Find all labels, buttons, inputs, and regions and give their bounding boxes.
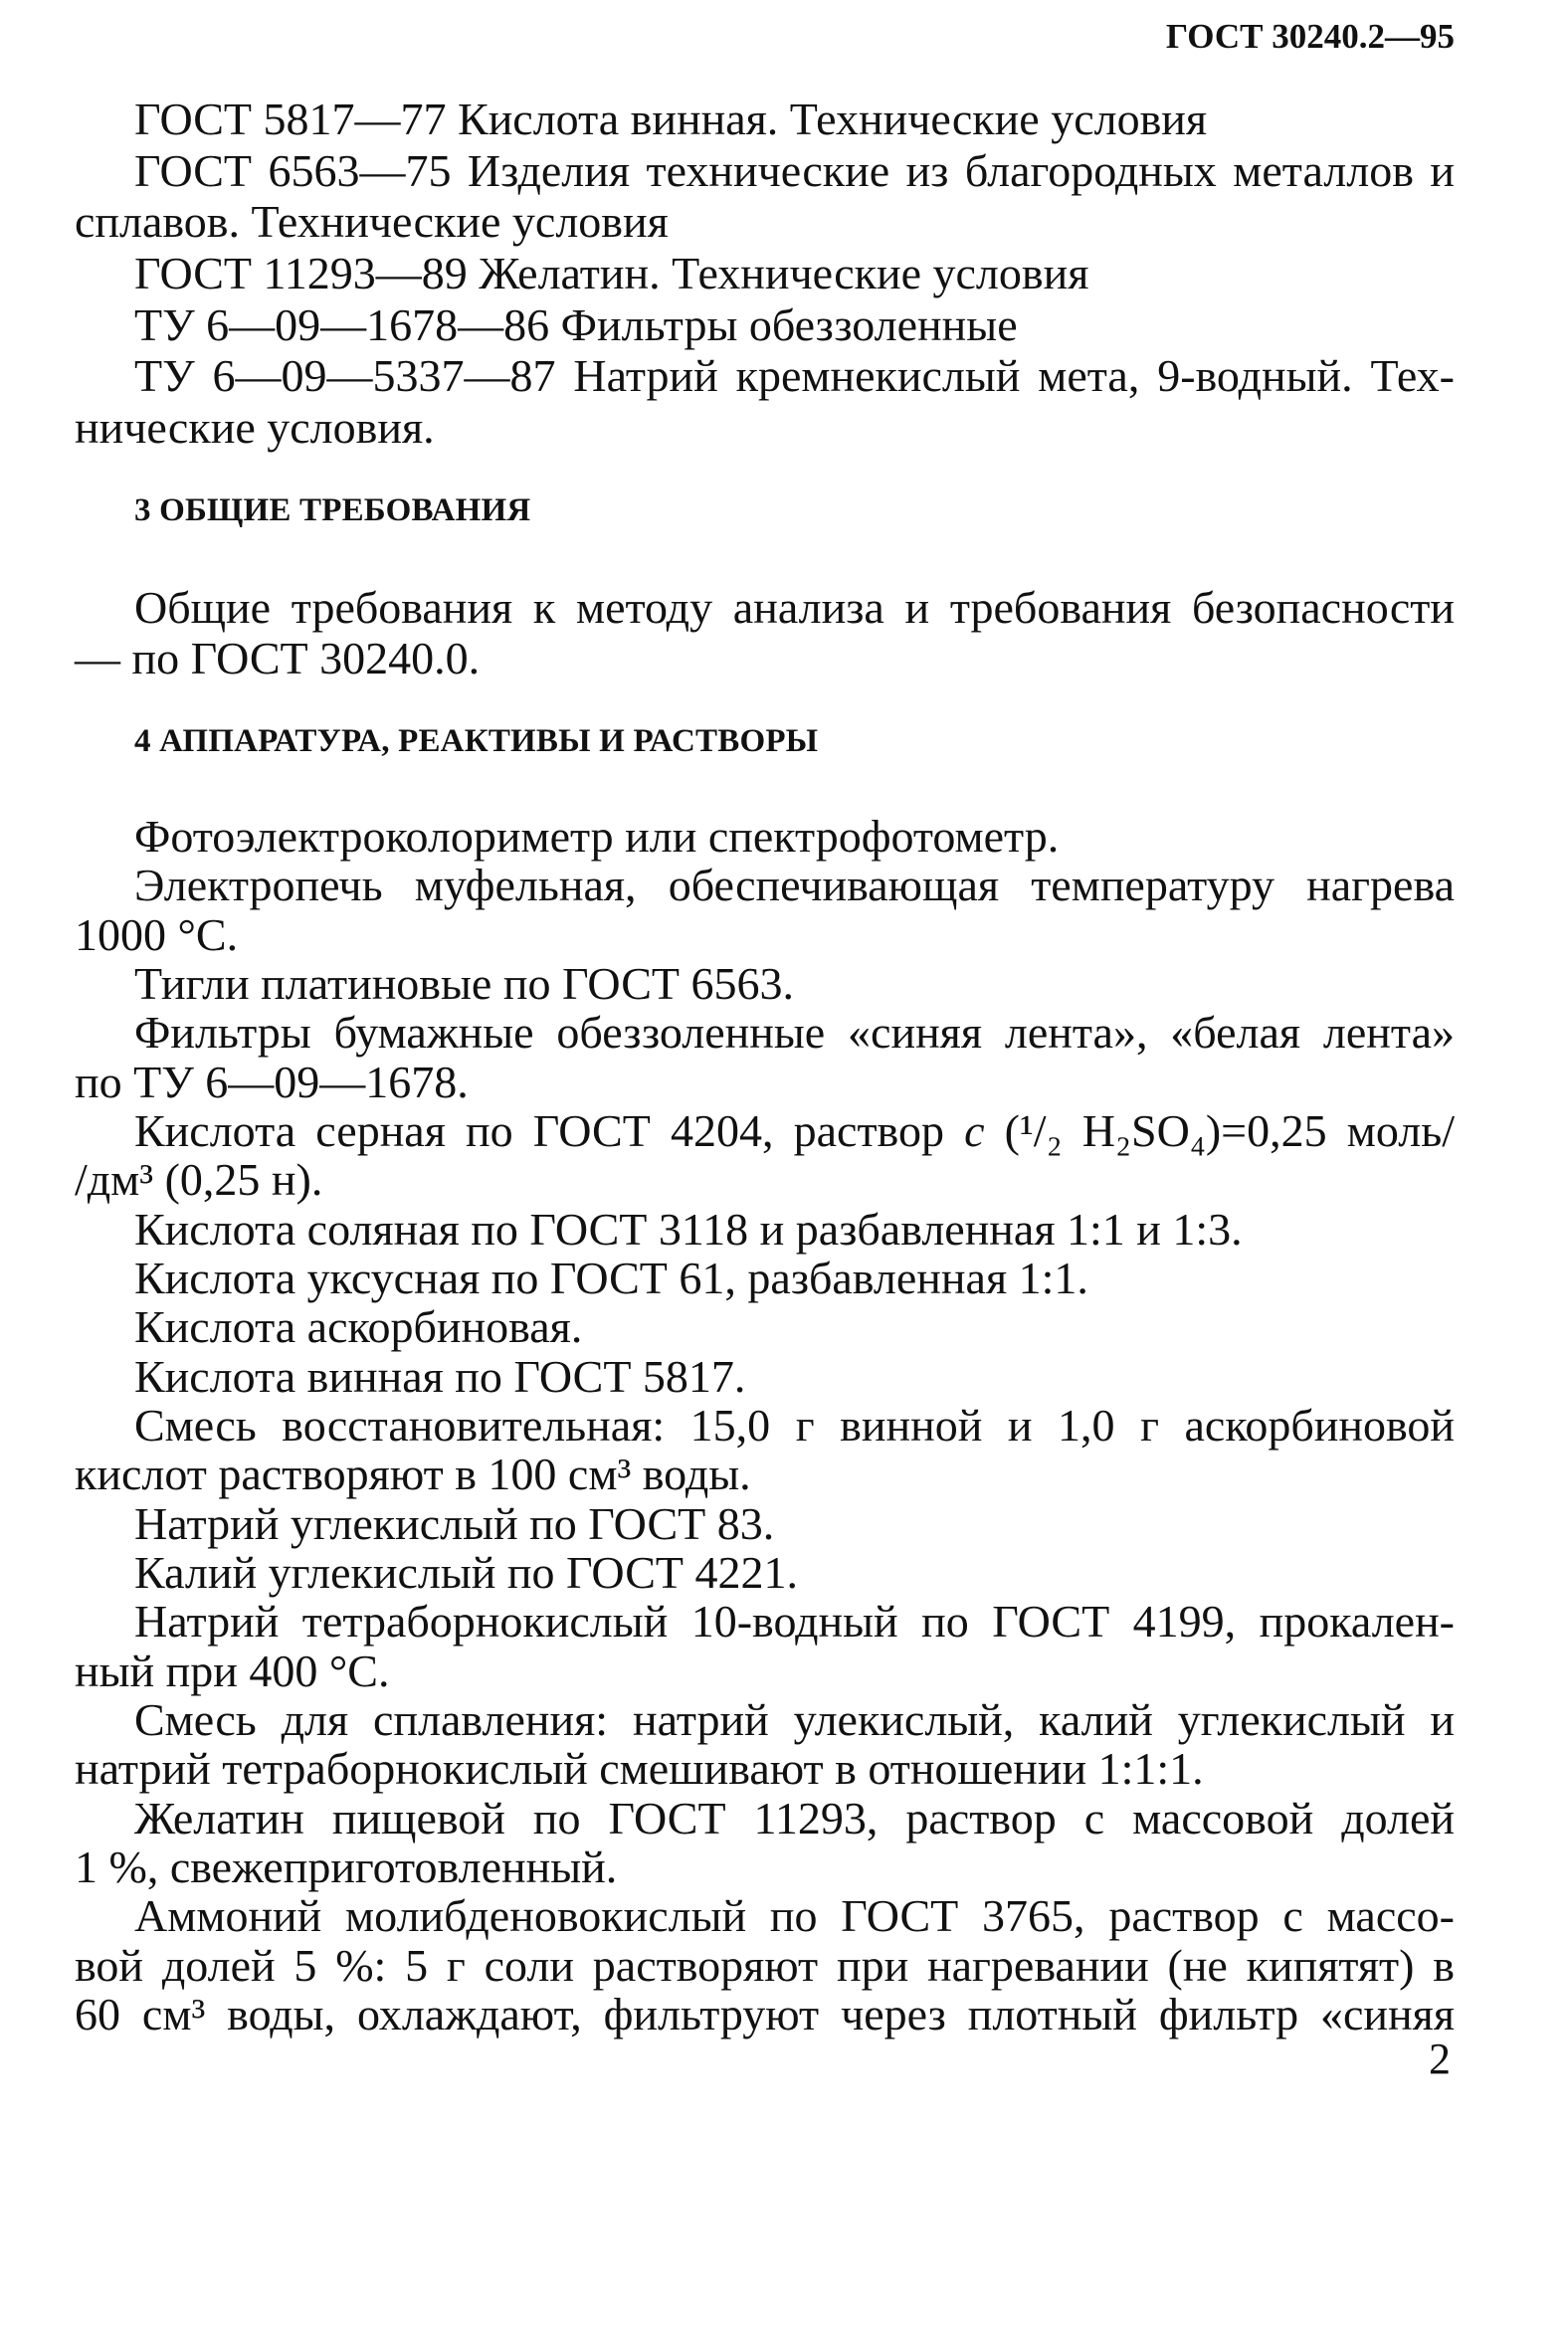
text-line [134, 1106, 1455, 1155]
text-line: ный при 400 °С. [75, 1645, 390, 1696]
text-line: ГОСТ 6563—75 Изделия технические из благородных металлов и [134, 144, 1455, 196]
text-line: Натрий тетраборнокислый 10-водный по ГОСТ 4199, прокален- [134, 1596, 1455, 1648]
text-line: ТУ 6—09—5337—87 Натрий кремнекислый мета, 9-водный. Тех- [134, 350, 1455, 402]
text-line: ТУ 6—09—1678—86 Фильтры обеззоленные [134, 298, 1018, 350]
text-line: сплавов. Технические условия [75, 196, 669, 248]
text-line: натрий тетраборнокислый смешивают в отношении 1:1:1. [75, 1743, 1204, 1795]
text-line: ГОСТ 5817—77 Кислота винная. Технические условия [134, 94, 1208, 144]
text-line: — по ГОСТ 30240.0. [75, 633, 481, 683]
text-line: по ТУ 6—09—1678. [75, 1056, 469, 1107]
section-paragraph [0, 582, 1568, 683]
text-line: 1 %, свежеприготовленный. [75, 1841, 618, 1892]
page-number: 2 [1429, 2035, 1451, 2083]
text-line: Фотоэлектроколориметр или спектрофотометр. [134, 811, 1060, 862]
text-line: /дм³ (0,25 н). [75, 1154, 323, 1206]
text-line: Натрий углекислый по ГОСТ 83. [134, 1497, 775, 1549]
text-line: Электропечь муфельная, обеспечивающая температуру нагрева [134, 860, 1455, 911]
document-code: ГОСТ 30240.2—95 [1165, 17, 1455, 56]
text-line: Тигли платиновые по ГОСТ 6563. [134, 957, 794, 1009]
section-heading: 4 АППАРАТУРА, РЕАКТИВЫ И РАСТВОРЫ [134, 723, 819, 759]
text-line: Фильтры бумажные обеззоленные «синяя лента», «белая лента» [134, 1007, 1455, 1059]
text-line: Кислота аскорбиновая. [134, 1301, 583, 1353]
text-line: Смесь для сплавления: натрий улекислый, калий углекислый и [134, 1693, 1455, 1745]
text-line: ГОСТ 11293—89 Желатин. Технические условия [134, 247, 1089, 298]
text-line: нические условия. [75, 401, 435, 453]
text-line: Смесь восстановительная: 15,0 г винной и 1,0 г аскорбиновой [134, 1399, 1455, 1451]
text-line: Кислота винная по ГОСТ 5817. [134, 1350, 746, 1402]
text-span: (¹/₂ H₂SO₄)=0,25 моль/ [984, 1104, 1455, 1156]
text-line: Калий углекислый по ГОСТ 4221. [134, 1546, 798, 1598]
text-line: 1000 °С. [75, 908, 239, 960]
variable-symbol: c [964, 1104, 985, 1156]
text-line: Кислота уксусная по ГОСТ 61, разбавленная 1:1. [134, 1252, 1088, 1303]
text-line: 60 см³ воды, охлаждают, фильтруют через плотный фильтр «синяя [75, 1988, 1455, 2039]
text-span: Кислота серная по ГОСТ 4204, раствор [134, 1104, 965, 1156]
section-body [0, 812, 1568, 2038]
text-line: Общие требования к методу анализа и требования безопасности [134, 582, 1455, 633]
text-line: вой долей 5 %: 5 г соли растворяют при нагревании (не кипятят) в [75, 1939, 1455, 1991]
text-line: Кислота соляная по ГОСТ 3118 и разбавленная 1:1 и 1:3. [134, 1203, 1243, 1255]
references-list [0, 94, 1568, 454]
text-line: Желатин пищевой по ГОСТ 11293, раствор с массовой долей [134, 1792, 1455, 1843]
text-line: кислот растворяют в 100 см³ воды. [75, 1449, 751, 1500]
section-heading: 3 ОБЩИЕ ТРЕБОВАНИЯ [134, 492, 531, 528]
text-line: Аммоний молибденовокислый по ГОСТ 3765, раствор с массо- [134, 1890, 1455, 1942]
